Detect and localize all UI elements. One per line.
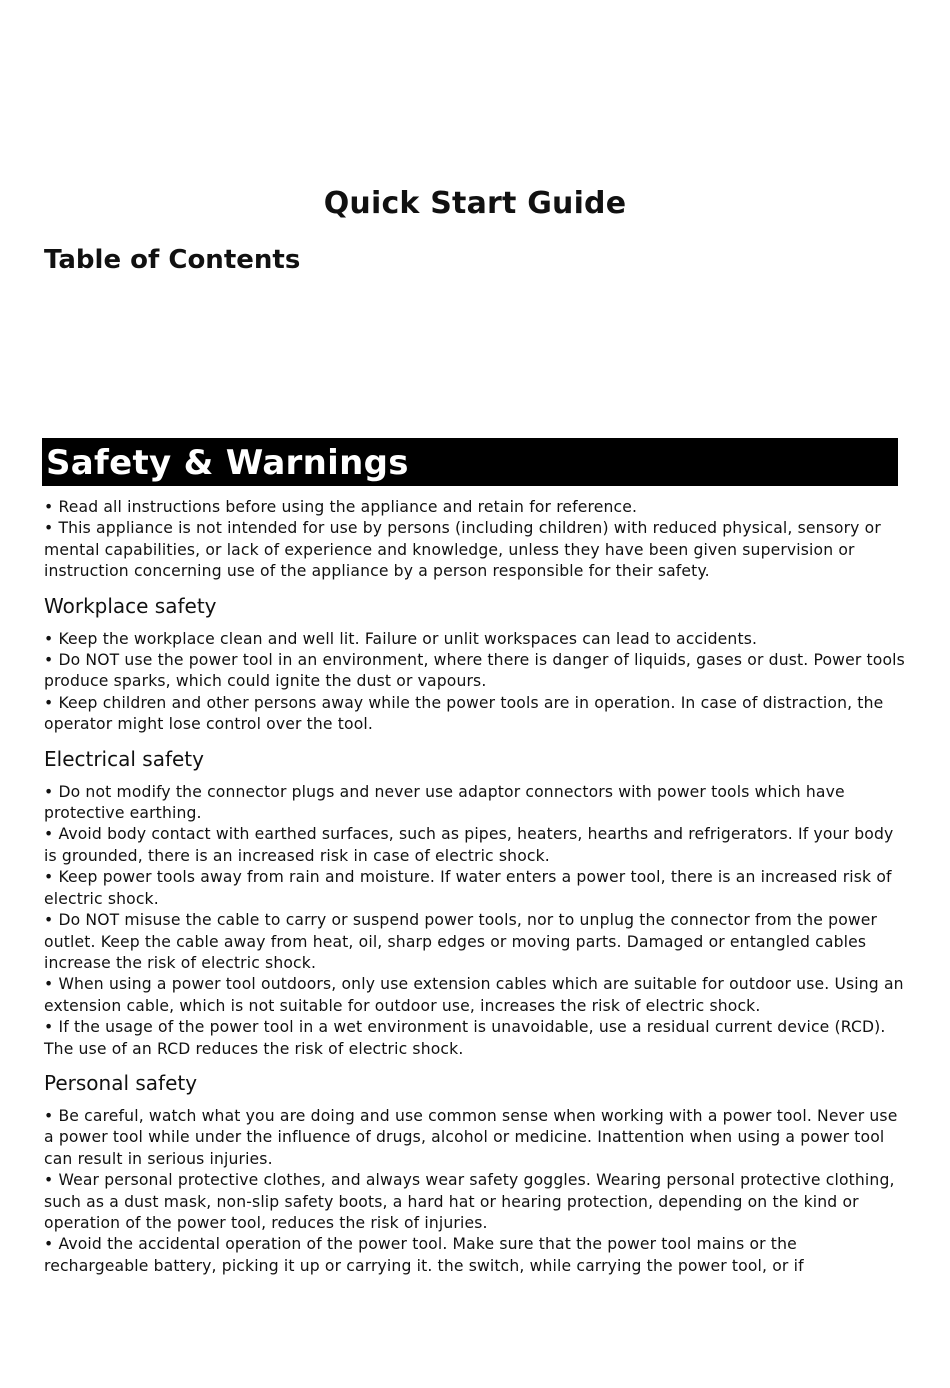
electrical-safety-item: • Avoid body contact with earthed surfaces, such as pipes, heaters, hearths and refrigerators. If your body is grounded, there is an increased risk in case of electric shock.: [44, 825, 894, 865]
workplace-safety-item: • Do NOT use the power tool in an environment, where there is danger of liquids, gases or dust. Power tools produce sparks, which could ignite the dust or vapours.: [44, 651, 905, 691]
personal-safety-item: • Avoid the accidental operation of the power tool. Make sure that the power tool mains or the rechargeable battery, picking it up or carrying it. the switch, while carrying the power tool, or if: [44, 1235, 804, 1275]
intro-paragraph: • Read all instructions before using the appliance and retain for reference.: [44, 498, 638, 516]
personal-safety-item: • Wear personal protective clothes, and always wear safety goggles. Wearing personal protective clothing, such as a dust mask, non-slip safety boots, a hard hat or hearing protection, depending on the kind or operation of the power tool, reduces the risk of injuries.: [44, 1171, 895, 1232]
electrical-safety-item: • Keep power tools away from rain and moisture. If water enters a power tool, there is an increased risk of electric shock.: [44, 868, 892, 908]
safety-content: [44, 497, 906, 1277]
electrical-safety-item: • When using a power tool outdoors, only use extension cables which are suitable for outdoor use. Using an extension cable, which is not suitable for outdoor use, increases the risk of electric shock.: [44, 975, 904, 1015]
intro-paragraph: • This appliance is not intended for use by persons (including children) with reduced physical, sensory or mental capabilities, or lack of experience and knowledge, unless they have been given supervision or instruction concerning use of the appliance by a person responsible for their safety.: [44, 519, 881, 581]
electrical-safety-item: • Do NOT misuse the cable to carry or suspend power tools, nor to unplug the connector from the power outlet. Keep the cable away from heat, oil, sharp edges or moving parts. Damaged or entangled cables increase the risk of electric shock.: [44, 911, 878, 972]
personal-safety-item: • Be careful, watch what you are doing and use common sense when working with a power tool. Never use a power tool while under the influence of drugs, alcohol or medicine. Inattention when using a power tool can result in serious injuries.: [44, 1106, 898, 1168]
electrical-safety-item: • Do not modify the connector plugs and never use adaptor connectors with power tools which have protective earthing.: [44, 782, 845, 823]
safety-warnings-banner: [42, 438, 898, 486]
safety-warnings-title: Safety & Warnings: [46, 443, 409, 483]
workplace-safety-item: • Keep children and other persons away while the power tools are in operation. In case of distraction, the operator might lose control over the tool.: [44, 693, 884, 734]
table-of-contents-heading: Table of Contents: [44, 245, 301, 275]
electrical-safety-item: • If the usage of the power tool in a wet environment is unavoidable, use a residual current device (RCD). The use of an RCD reduces the risk of electric shock.: [44, 1018, 886, 1058]
electrical-safety-heading: Electrical safety: [44, 746, 204, 771]
document-title: Quick Start Guide: [323, 186, 627, 221]
workplace-safety-heading: Workplace safety: [44, 593, 217, 618]
personal-safety-heading: Personal safety: [44, 1070, 198, 1095]
workplace-safety-item: • Keep the workplace clean and well lit. Failure or unlit workspaces can lead to accidents.: [44, 629, 758, 648]
